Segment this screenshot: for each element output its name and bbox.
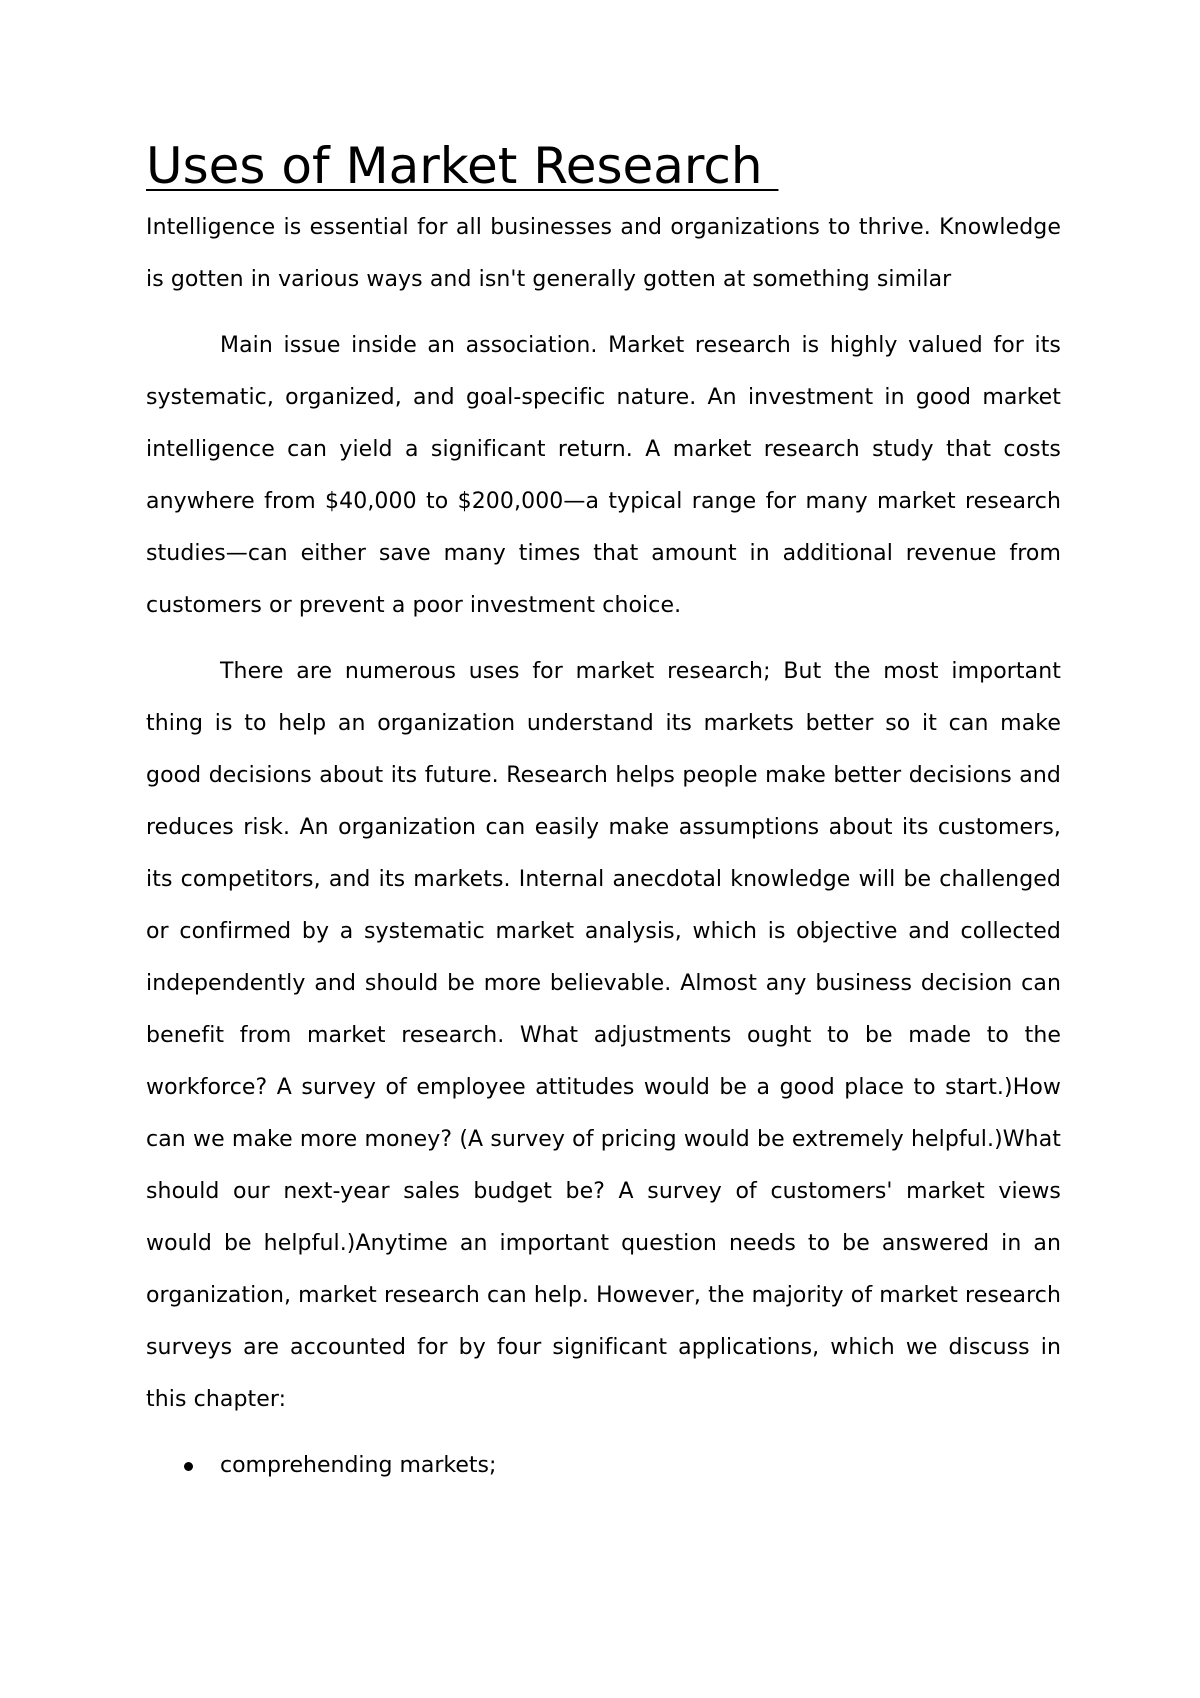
paragraph-market-research-value: Main issue inside an association. Market research is highly valued for its systematic, organized, and goal-specific nature. An investment in good market intelligence can yield a significant return. A market research study that costs anywhere from $40,000 to $200,000—a typical range for many market research studies—can either save many times that amount in additional revenue from customers or prevent a poor investment choice. [146, 332, 1061, 618]
document-title: Uses of Market Research [146, 137, 779, 195]
paragraph-intro: Intelligence is essential for all businesses and organizations to thrive. Knowledge is gotten in various ways and isn't generally gotten at something similar [146, 214, 1061, 292]
bullet-icon [184, 1462, 193, 1471]
applications-list [146, 1440, 1061, 1492]
paragraph-uses-of-research: There are numerous uses for market research; But the most important thing is to help an organization understand its markets better so it can make good decisions about its future. Research helps people make better decisions and reduces risk. An organization can easily make assumptions about its customers, its competitors, and its markets. Internal anecdotal knowledge will be challenged or confirmed by a systematic market analysis, which is objective and collected independently and should be more believable. Almost any business decision can benefit from market research. What adjustments ought to be made to the workforce? A survey of employee attitudes would be a good place to start.)How can we make more money? (A survey of pricing would be extremely helpful.)What should our next-year sales budget be? A survey of customers' market views would be helpful.)Anytime an important question needs to be answered in an organization, market research can help. However, the majority of market research surveys are accounted for by four significant applications, which we discuss in this chapter: [146, 658, 1062, 1412]
document-body [146, 138, 1061, 1492]
list-item-text: comprehending markets; [220, 1452, 497, 1478]
list-item [146, 1440, 1061, 1492]
